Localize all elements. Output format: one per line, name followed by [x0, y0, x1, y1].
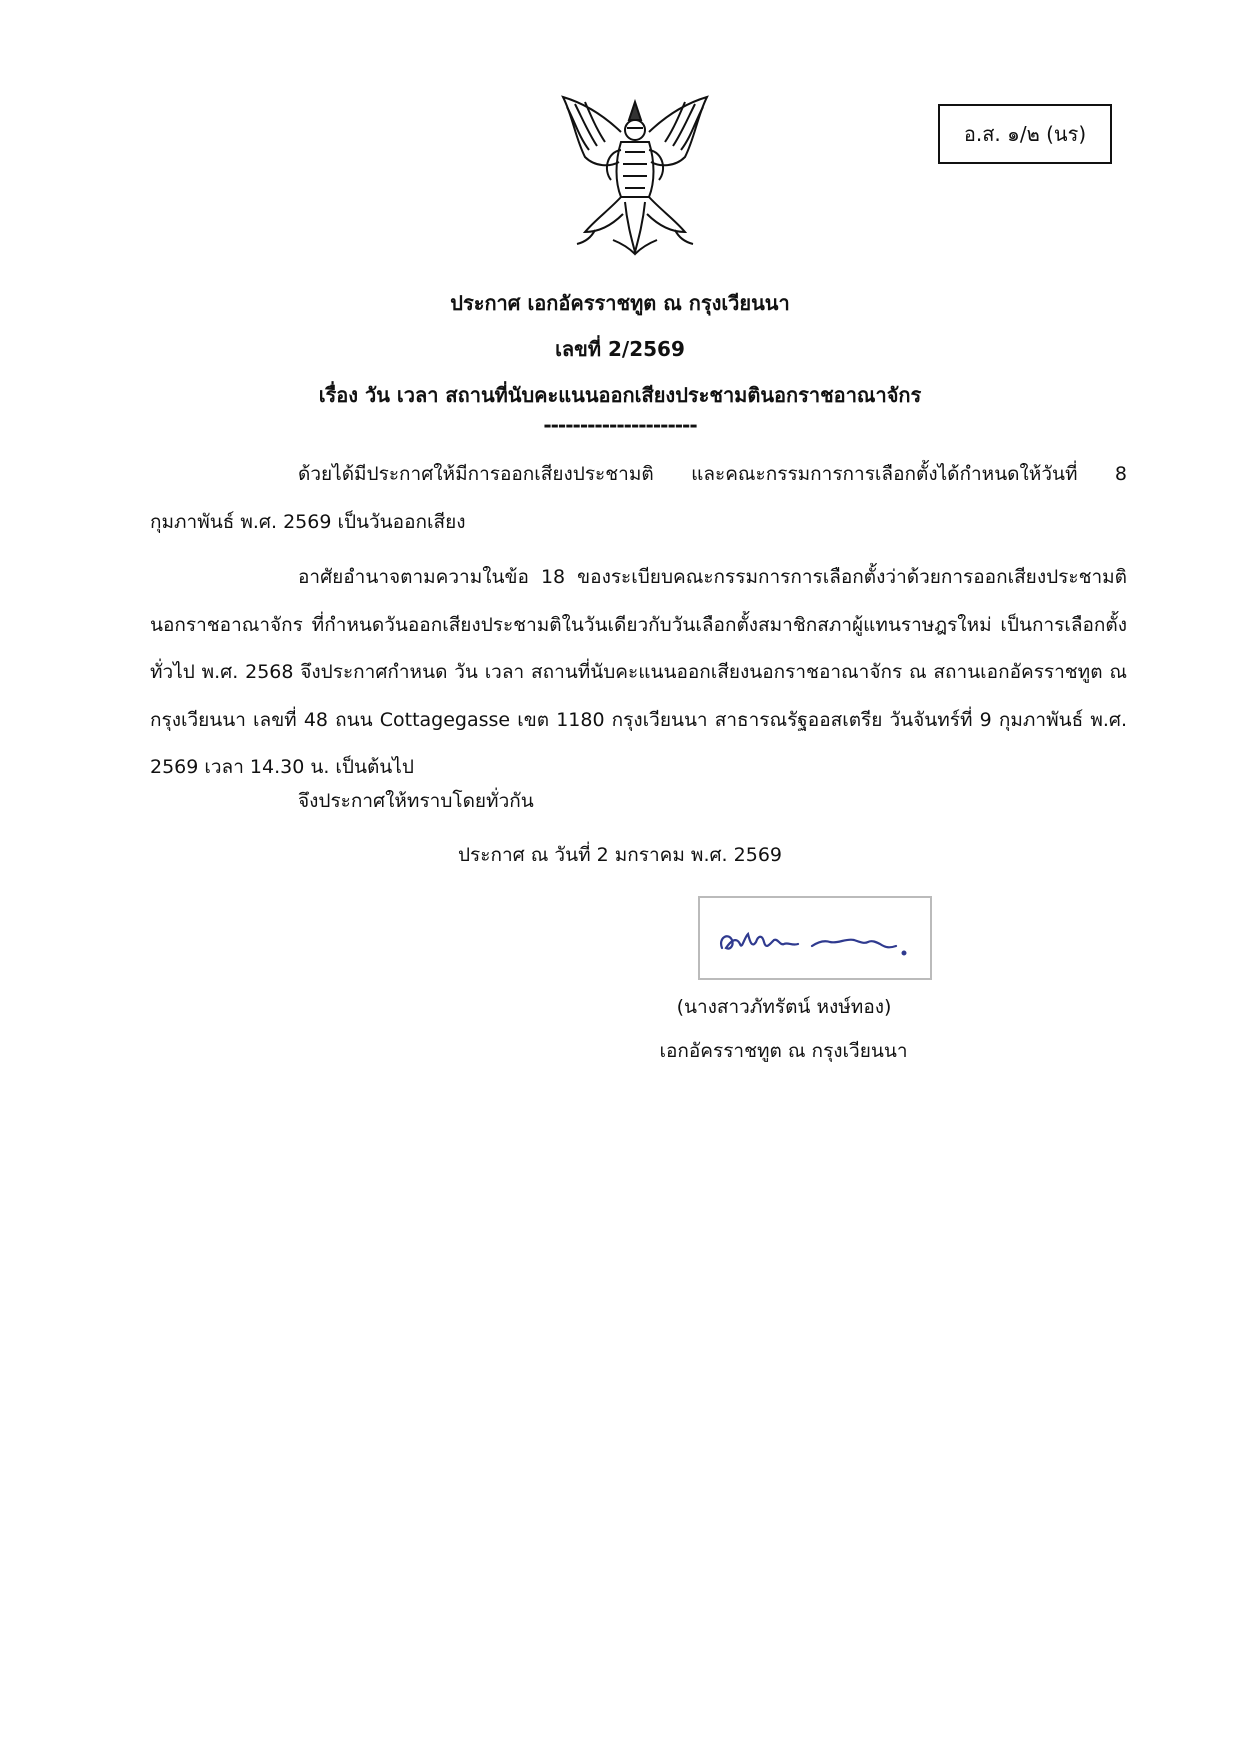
- paragraph-2: อาศัยอำนาจตามความในข้อ 18 ของระเบียบคณะกรรมการการเลือกตั้งว่าด้วยการออกเสียงประชามตินอกราชอาณาจักร ที่กำหนดวันออกเสียงประชามติในวันเดียวกับวันเลือกตั้งสมาชิกสภาผู้แทนราษฎรใหม่ เป็นการเลือกตั้งทั่วไป พ.ศ. 2568 จึงประกาศกำหนด วัน เวลา สถานที่นับคะแนนออกเสียงนอกราชอาณาจักร ณ สถานเอกอัครราชทูต ณ กรุงเวียนนา เลขที่ 48 ถนน Cottagegasse เขต 1180 กรุงเวียนนา สาธารณรัฐออสเตรีย วันจันทร์ที่ 9 กุมภาพันธ์ พ.ศ. 2569 เวลา 14.30 น. เป็นต้นไป: [150, 566, 1127, 778]
- paragraph-1: ด้วยได้มีประกาศให้มีการออกเสียงประชามติ และคณะกรรมการการเลือกตั้งได้กำหนดให้วันที่ 8 กุมภาพันธ์ พ.ศ. 2569 เป็นวันออกเสียง: [150, 463, 1127, 533]
- announcement-subject: เรื่อง วัน เวลา สถานที่นับคะแนนออกเสียงประชามตินอกราชอาณาจักร: [318, 383, 922, 407]
- announcement-date: ประกาศ ณ วันที่ 2 มกราคม พ.ศ. 2569: [458, 844, 782, 866]
- form-code-box: อ.ส. ๑/๒ (นร): [938, 104, 1112, 164]
- garuda-emblem-icon: [555, 92, 715, 262]
- signer-title: เอกอัครราชทูต ณ กรุงเวียนนา: [659, 1040, 908, 1062]
- handwritten-signature-icon: [698, 896, 932, 980]
- announcement-title: ประกาศ เอกอัครราชทูต ณ กรุงเวียนนา: [450, 291, 790, 315]
- announcement-number: เลขที่ 2/2569: [555, 337, 685, 361]
- title-divider: ---------------------: [543, 413, 697, 437]
- signer-name: (นางสาวภัทรัตน์ หงษ์ทอง): [676, 996, 892, 1018]
- paragraph-3: จึงประกาศให้ทราบโดยทั่วกัน: [298, 790, 534, 812]
